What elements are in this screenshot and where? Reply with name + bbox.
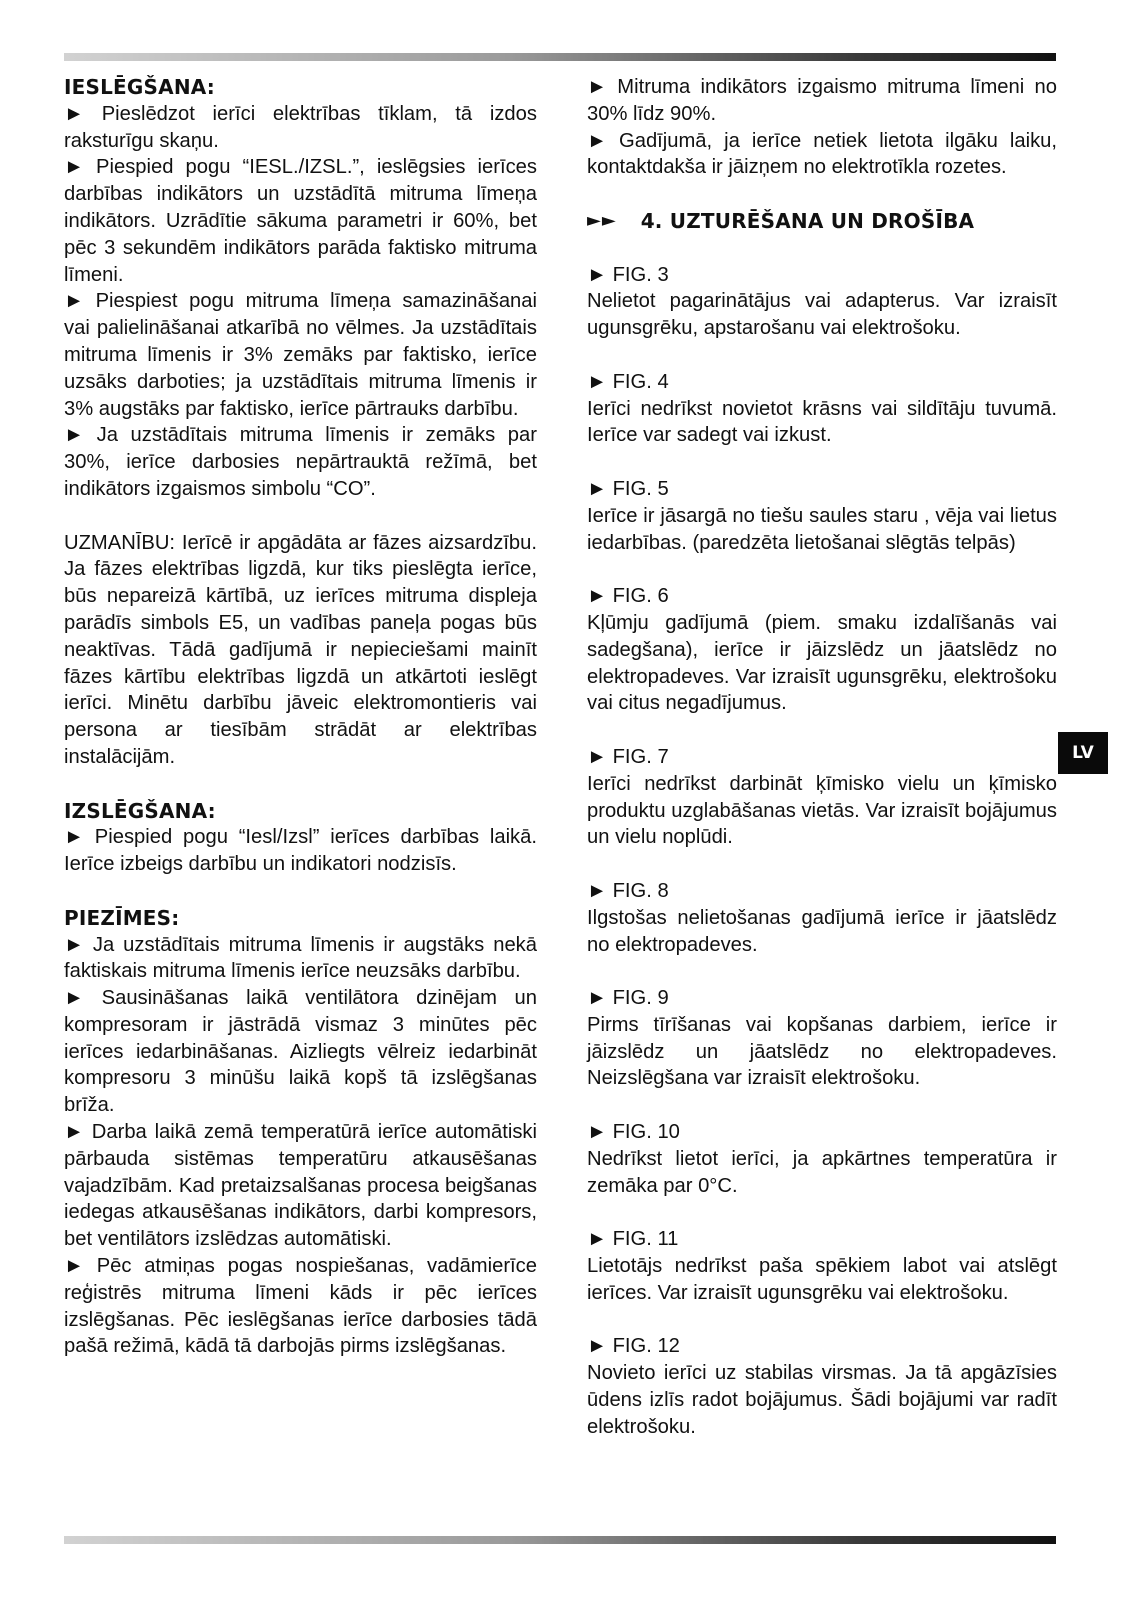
heading-izslegsana: IZSLĒGŠANA:	[64, 798, 216, 823]
fig-label: ► FIG. 12	[587, 1335, 680, 1358]
section-title: 4. UZTURĒŠANA UN DROŠĪBA	[640, 208, 975, 233]
paragraph: ► Darba laikā zemā temperatūrā ierīce automātiski pārbauda sistēmas temperatūru atkausēšanas vajadzībām. Kad pretaizsalšanas procesa beigšanas iedegas atkausēšanas indikātors, darbi kompresors, bet ventilātors izslēdzas automātiski.	[64, 1121, 537, 1251]
fig-text: Ierīci nedrīkst darbināt ķīmisko vielu un ķīmisko produktu uzglabāšanas vietās. Var izraisīt bojājumus un vielu noplūdi.	[587, 772, 1057, 849]
heading-piezimes: PIEZĪMES:	[64, 905, 180, 930]
fig-label: ► FIG. 4	[587, 370, 669, 393]
fig-text: Kļūmju gadījumā (piem. smaku izdalīšanās vai sadegšana), ierīce ir jāizslēdz un jāatslēdz no elektropadeves. Var izraisīt ugunsgrēku, elektrošoku vai citus negadījumus.	[587, 611, 1057, 715]
fig-text: Novieto ierīci uz stabilas virsmas. Ja tā apgāzīsies ūdens izlīs radot bojājumus. Šādi bojājumi var radīt elektrošoku.	[587, 1362, 1057, 1438]
language-tab: LV	[1058, 732, 1108, 774]
fig-text: Lietotājs nedrīkst paša spēkiem labot vai atslēgt ierīces. Var izraisīt ugunsgrēku vai elektrošoku.	[587, 1255, 1057, 1304]
paragraph: ► Sausināšanas laikā ventilātora dzinējam un kompresoram ir jāstrādā vismaz 3 minūtes pēc ierīces iedarbināšanas. Aizliegts vēlreiz iedarbināt kompresoru 3 minūšu laikā kopš tā izslēgšanas brīža.	[64, 987, 537, 1117]
fig-label: ► FIG. 5	[587, 477, 669, 500]
paragraph: ► Piespied pogu “Iesl/Izsl” ierīces darbības laikā. Ierīce izbeigs darbību un indikatori nodzisīs.	[64, 826, 537, 876]
fig-text: Nedrīkst lietot ierīci, ja apkārtnes temperatūra ir zemāka par 0°C.	[587, 1147, 1057, 1197]
warning-paragraph: UZMANĪBU: Ierīcē ir apgādāta ar fāzes aizsardzību. Ja fāzes elektrības ligzdā, kur tiks pieslēgta ierīce, būs nepareizā kārtībā, uz ierīces mitruma displeja parādīs simbols E5, un vadības paneļa pogas būs neaktīvas. Tādā gadījumā ir nepieciešami mainīt fāzes kārtību elektrības ligzdā un atkārtoti ieslēgt ierīci. Minētu darbību jāveic elektromontieris vai persona ar tiesībām strādāt ar elektrības instalācijām.	[64, 531, 537, 768]
paragraph: ► Pēc atmiņas pogas nospiešanas, vadāmierīce reģistrēs mitruma līmeni kāds ir pēc ierīces izslēgšanas. Pēc ieslēgšanas ierīce darbosies tādā pašā režimā, kādā tā darbojās pirms izslēgšanas.	[64, 1255, 537, 1358]
double-arrow-icon: ►►	[587, 209, 617, 231]
paragraph: ► Ja uzstādītais mitruma līmenis ir augstāks nekā faktiskais mitruma līmenis ierīce neuzsāks darbību.	[64, 933, 537, 983]
fig-text: Ierīci nedrīkst novietot krāsns vai sildītāju tuvumā. Ierīce var sadegt vai izkust.	[587, 397, 1057, 447]
top-rule	[64, 53, 1056, 61]
left-column	[64, 74, 537, 1360]
fig-text: Nelietot pagarinātājus vai adapterus. Var izraisīt ugunsgrēku, apstarošanu vai elektrošoku.	[587, 290, 1057, 340]
paragraph: ► Piespiest pogu mitruma līmeņa samazināšanai vai palielināšanai atkarībā no vēlmes. Ja uzstādītais mitruma līmenis ir 3% zemāks par faktisko, ierīce uzsāks darboties; ja uzstādītais mitruma līmenis ir 3% augstāks par faktisko, ierīce pārtrauks darbību.	[64, 290, 537, 420]
heading-ieslegsana: IESLĒGŠANA:	[64, 75, 215, 99]
fig-label: ► FIG. 9	[587, 987, 669, 1010]
paragraph: ► Pieslēdzot ierīci elektrības tīklam, tā izdos raksturīgu skaņu.	[64, 102, 537, 152]
paragraph: ► Mitruma indikātors izgaismo mitruma līmeni no 30% līdz 90%.	[587, 76, 1057, 125]
fig-label: ► FIG. 7	[587, 745, 669, 768]
paragraph: ► Piespied pogu “IESL./IZSL.”, ieslēgsies ierīces darbības indikātors un uzstādītā mitruma līmeņa indikātors. Uzrādītie sākuma parametri ir 60%, bet pēc 3 sekundēm indikātors parāda faktisko mitruma līmeni.	[64, 156, 537, 286]
fig-text: Ierīce ir jāsargā no tiešu saules staru , vēja vai lietus iedarbības. (paredzēta lietošanai slēgtās telpās)	[587, 504, 1057, 554]
fig-text: Pirms tīrīšanas vai kopšanas darbiem, ierīce ir jāizslēdz un jāatslēdz no elektropadeves. Neizslēgšana var izraisīt elektrošoku.	[587, 1013, 1057, 1090]
fig-text: Ilgstošas nelietošanas gadījumā ierīce ir jāatslēdz no elektropadeves.	[587, 906, 1057, 956]
fig-label: ► FIG. 11	[587, 1228, 679, 1251]
fig-label: ► FIG. 10	[587, 1121, 680, 1144]
paragraph: ► Gadījumā, ja ierīce netiek lietota ilgāku laiku, kontaktdakša ir jāizņem no elektrotīkla rozetes.	[587, 129, 1057, 179]
fig-label: ► FIG. 3	[587, 263, 669, 286]
bottom-rule	[64, 1536, 1056, 1544]
section-heading-maintenance	[587, 208, 1057, 235]
fig-label: ► FIG. 6	[587, 585, 669, 608]
paragraph: ► Ja uzstādītais mitruma līmenis ir zemāks par 30%, ierīce darbosies nepārtrauktā režīmā, bet indikātors izgaismos simbolu “CO”.	[64, 424, 537, 500]
right-column	[587, 74, 1057, 1441]
fig-label: ► FIG. 8	[587, 879, 669, 902]
